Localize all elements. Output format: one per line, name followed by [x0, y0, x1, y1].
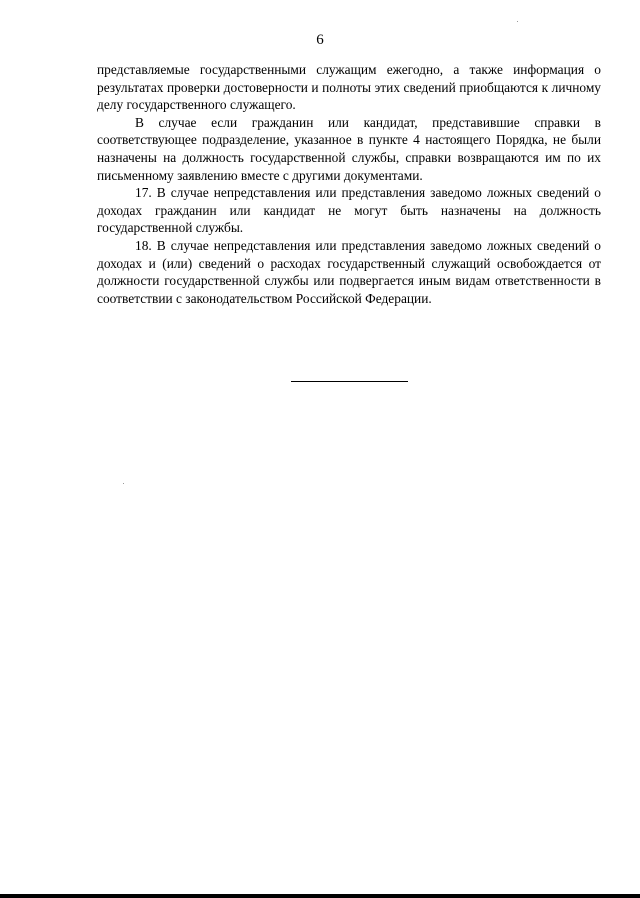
page-number: 6 [316, 32, 324, 48]
paragraph-continuation: представляемые государственными служащим ежегодно, а также информация о результатах проверки достоверности и полноты этих сведений приобщаются к личному делу государственного служащего. [97, 62, 601, 113]
document-body [97, 61, 601, 307]
paragraph-18: 18. В случае непредставления или представления заведомо ложных сведений о доходах и (или) сведений о расходах государственный служащий освобождается от должности государственной службы или подвергается иным видам ответственности в соответствии с законодательством Российской Федерации. [97, 237, 601, 306]
paragraph-17: 17. В случае непредставления или представления заведомо ложных сведений о доходах гражданин или кандидат не могут быть назначены на должность государственной службы. [97, 185, 601, 236]
scan-speck [517, 21, 518, 22]
scan-bottom-edge [0, 894, 640, 898]
paragraph-return-of-certificates: В случае если гражданин или кандидат, представившие справки в соответствующее подразделение, указанное в пункте 4 настоящего Порядка, не были назначены на должность государственной службы, справки возвращаются им по их письменному заявлению вместе с другими документами. [97, 114, 601, 183]
scan-speck [123, 483, 124, 484]
end-of-document-rule [291, 381, 408, 382]
